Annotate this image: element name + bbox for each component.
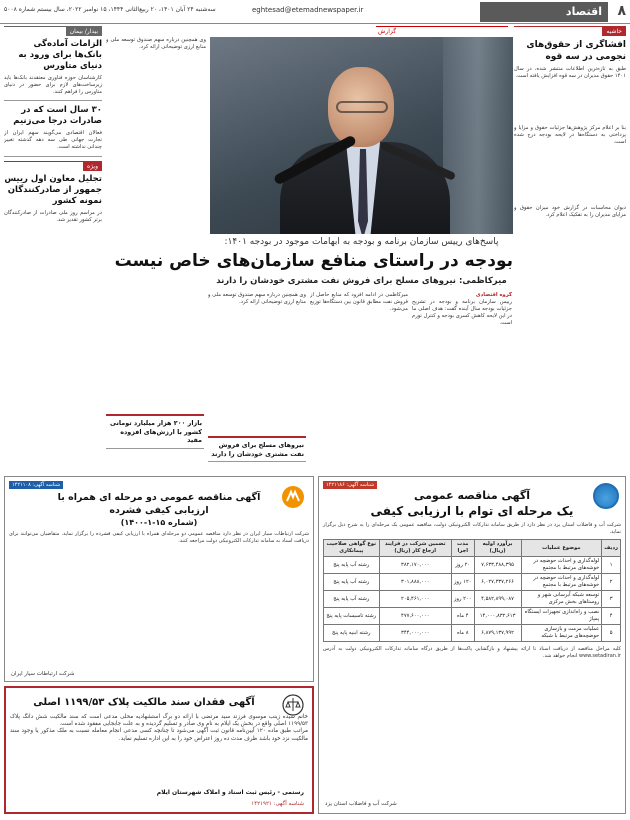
judiciary-emblem-icon: [282, 694, 304, 716]
left-tag: بیدار/ بیمان: [66, 27, 102, 36]
hamrah-signature: شرکت ارتباطات سیار ایران: [11, 671, 75, 677]
deed-signature: رستمی - رئیس ثبت اسناد و املاک شهرستان ایلام: [156, 789, 304, 796]
report-tag: گزارش: [376, 26, 508, 35]
article-column-5: وی همچنین درباره سهم صندوق توسعه ملی و منابع ارزی توضیحاتی ارائه کرد.: [106, 37, 206, 51]
hamrah-number: (شماره ۱۵-۱-۱۴۰۰): [120, 518, 198, 527]
pull-quote: نیروهای مسلح برای فروش نفت مشتری خودشان را دارند: [208, 436, 306, 462]
left-column: بیدار/ بیمان الزامات آماده‌گی بانک‌ها برای ورود به دنیای متاورس کارشناسان حوزه فناوری معتقدند بانک‌ها باید زیرساخت‌های لازم برای حضور در دنیای متاورس را فراهم کنند. ۳۰ سال است که در صادرات درجا می‌زنیم فعالان اقتصادی می‌گویند سهم ایران از تجارت جهانی طی سه دهه گذشته تغییر چندانی نداشته است. ویژه تجلیل معاون اول رییس جمهور از صادرکنندگان نمونه کشور در مراسم روز ملی صادرات از صادرکنندگان برتر کشور تقدیر شد.: [4, 28, 102, 223]
pull-quote: بازار ۲۰۰ هزار میلیارد تومانی کشور با ارزش‌های افزوده مفید: [106, 414, 204, 449]
hamrah-logo-icon: [281, 485, 305, 509]
deed-ad-id: شناسه آگهی: ۱۴۲۱۹۲۱: [251, 801, 304, 807]
deed-title: آگهی فقدان سند مالکیت پلاک ۱۱۹۹/۵۳ اصلی: [33, 697, 255, 708]
table-row: ۳ توسعه شبکه آبرسانی شهر و روستاهای بخش مرکزی ۴,۵۸۲,۸۹۹,۰۸۷ ۲۰۰ روز ۲۰۵,۴۶۱,۰۰۰ رشته آب پایه پنج: [324, 591, 621, 608]
right-paragraph: طبق به‌ تازه‌ترین اطلاعات منتشر شده، در سال ۱۴۰۱ حقوق مدیران در سه قوه افزایش یافته است.: [514, 66, 626, 80]
right-headline: افشاگری از حقوق‌های نجومی در سه قوه: [526, 40, 626, 62]
dateline: سه‌شنبه ۲۴ آبان ۱۴۰۱، ۲۰ ربیع‌الثانی ۱۴۴۴، ۱۵ نوامبر ۲۰۲۲، سال بیستم شماره ۵۰۰۸: [4, 6, 216, 13]
deed-body: خانم سیده زینب موسوی فرزند سید مرتضی با ارائه دو برگ استشهادیه محلی مدعی است که سند مالکیت شش دانگ پلاک ۱۱۹۹/۵۳ اصلی واقع در بخش یک ایلام به نام وی صادر و تسلیم گردیده و به علت جابجایی مفقود شده است.: [10, 714, 308, 728]
right-paragraph: بنا بر اعلام مرکز پژوهش‌ها جزئیات حقوق و مزایا و پرداختی به دستگاه‌ها در لایحه بودجه درج شده است.: [514, 124, 626, 145]
main-photo: [210, 37, 513, 234]
tender-title: آگهی مناقصه عمومی: [413, 489, 531, 502]
table-row: ۱ لوله‌گذاری و احداث حوضچه در خوشه‌های مرتبط با مجتمع ۷,۶۳۳,۴۸۸,۳۹۵ ۲۰ روز ۳۸۲,۱۷۰,۰۰۰ رشته آب پایه پنج: [324, 557, 621, 574]
page-number: ۸: [617, 3, 626, 19]
table-row: ۵ عملیات مرمت و بازسازی حوضچه‌های مرتبط با شبکه ۶,۸۷۹,۱۳۷,۹۹۲ ۸ ماه ۳۴۴,۰۰۰,۰۰۰ رشته ابنیه پایه پنج: [324, 625, 621, 642]
hamrah-title: آگهی مناقصه عمومی دو مرحله ای همراه با ارزیابی کیفی فشرده: [57, 492, 261, 516]
section-label: اقتصاد: [480, 2, 608, 22]
ad-id-badge: شناسه آگهی: ۱۴۲۱۱۰۸: [9, 481, 63, 489]
article-headline: بودجه در راستای منافع سازمان‌های خاص نیست: [114, 251, 513, 271]
right-paragraph: دیوان محاسبات در گزارش خود میزان حقوق و مزایای مدیران را به تفکیک اعلام کرد.: [514, 204, 626, 218]
article-column-3: وی همچنین درباره سهم صندوق توسعه ملی و منابع ارزی توضیحاتی ارائه کرد.: [208, 292, 306, 306]
deed-loss-ad: [4, 686, 314, 814]
tender-subtitle: یک مرحله ای توام با ارزیابی کیفی: [370, 504, 574, 518]
article-kicker: پاسخ‌های رییس سازمان برنامه و بودجه به ابهامات موجود در بودجه ۱۴۰۱:: [224, 237, 499, 247]
article-byline: گروه اقتصادی: [475, 292, 512, 298]
water-company-logo-icon: [593, 483, 619, 509]
left-headline-3: تجلیل معاون اول رییس جمهور از صادرکنندگان نمونه کشور: [4, 173, 102, 206]
hamrah-body: شرکت ارتباطات سیار ایران در نظر دارد مناقصه عمومی دو مرحله‌ای همراه با ارزیابی کیفی فشرده را برگزار نماید. متقاضیان می‌توانند برای دریافت اسناد به سامانه تدارکات الکترونیکی دولت مراجعه کنند.: [9, 531, 309, 544]
tender-table: ردیف موضوع عملیات برآورد اولیه (ریال) مدت اجرا تضمین شرکت در فرایند ارجاع کار (ریال) نوع گواهی صلاحیت پیمانکاری ۱ لوله‌گذاری و احداث حوضچه در خوشه‌های مرتبط با مجتمع ۷,۶۳۳,۴۸۸,۳۹۵ ۲۰ روز ۳۸۲,۱۷۰,۰۰۰ رشته آب پایه پنج ۲ لوله‌گذاری و احداث حوضچه در خوشه‌های مرتبط با مجتمع ۶,۰۲۷,۳۳۷,۲۶۶ ۱۲۰ روز ۳۰۱,۸۸۸,۰۰۰ رشته آب پایه پنج ۳ توسعه شبکه آبرسانی شهر و روستاهای بخش مرکزی ۴,۵۸۲,۸۹۹,۰۸۷ ۲۰۰ روز ۲۰۵,۴۶۱,۰۰۰ رشته آب پایه پنج ۴ نصب و راه‌اندازی تجهیزات ایستگاه پمپاژ ۱۴,۰۰۰,۸۳۲,۶۱۳ ۴ ماه ۴۷۷,۶۰۰,۰۰۰ رشته تاسیسات پایه پنج ۵ عملیات مرمت و بازسازی حوضچه‌های مرتبط با شبکه ۶,۸۷۹,۱۳۷,۹۹۲ ۸ ماه ۳۴۴,۰۰۰,۰۰۰ رشته ابنیه پایه پنج: [323, 539, 621, 642]
table-row: ۲ لوله‌گذاری و احداث حوضچه در خوشه‌های مرتبط با مجتمع ۶,۰۲۷,۳۳۷,۲۶۶ ۱۲۰ روز ۳۰۱,۸۸۸,۰۰۰ رشته آب پایه پنج: [324, 574, 621, 591]
article-column-2: میرکاظمی در ادامه افزود که منابع حاصل از فروش نفت مطابق قانون بین دستگاه‌ها توزیع می‌شود.: [310, 292, 408, 313]
tender-intro: شرکت آب و فاضلاب استان یزد در نظر دارد از طریق سامانه تدارکات الکترونیکی دولت، مناقصه عمومی یک مرحله‌ای را به شرح ذیل برگزار نماید.: [323, 522, 621, 535]
right-tag: حاشیه: [602, 27, 626, 36]
left-headline-1: الزامات آماده‌گی بانک‌ها برای ورود به دنیای متاورس: [18, 39, 102, 71]
page-header: [0, 0, 630, 24]
article-subheadline: میرکاظمی: نیروهای مسلح برای فروش نفت مشتری خودشان را دارند: [216, 276, 507, 286]
tender-footer: کلیه مراحل مناقصه از دریافت اسناد تا ارائه پیشنهاد و بازگشایی پاکت‌ها از طریق درگاه سامانه تدارکات الکترونیکی دولت به آدرس www.setadiran.ir انجام خواهد شد.: [323, 646, 621, 659]
website-email[interactable]: eghtesad@etemadnewspaper.ir: [252, 6, 364, 14]
left-tag-special: ویژه: [83, 162, 102, 171]
left-headline-2: ۳۰ سال است که در صادرات درجا می‌زنیم: [13, 105, 102, 127]
table-row: ۴ نصب و راه‌اندازی تجهیزات ایستگاه پمپاژ ۱۴,۰۰۰,۸۳۲,۶۱۳ ۴ ماه ۴۷۷,۶۰۰,۰۰۰ رشته تاسیسات پایه پنج: [324, 608, 621, 625]
ad-id-badge: شناسه آگهی: ۱۴۲۱۱۸۶: [323, 481, 377, 489]
tender-signature: شرکت آب و فاضلاب استان یزد: [325, 801, 397, 807]
deed-note: مراتب طبق ماده ۱۲۰ آیین‌نامه قانون ثبت آگهی می‌شود تا چنانچه کسی مدعی انجام معامله نسبت به ملک مذکور یا وجود سند مالکیت نزد خود باشد ظرف مدت ده روز اعتراض خود را به این اداره تسلیم نماید.: [10, 728, 308, 742]
tender-ad-water: [318, 476, 626, 814]
right-column: [514, 26, 626, 470]
tender-ad-hamrah: [4, 476, 314, 682]
article-column-1: گروه اقتصادی رییس سازمان برنامه و بودجه در تشریح جزئیات بودجه سال آینده گفت: هدف اصلی ما در این لایحه کاهش کسری بودجه و کنترل تورم است.: [412, 292, 512, 327]
